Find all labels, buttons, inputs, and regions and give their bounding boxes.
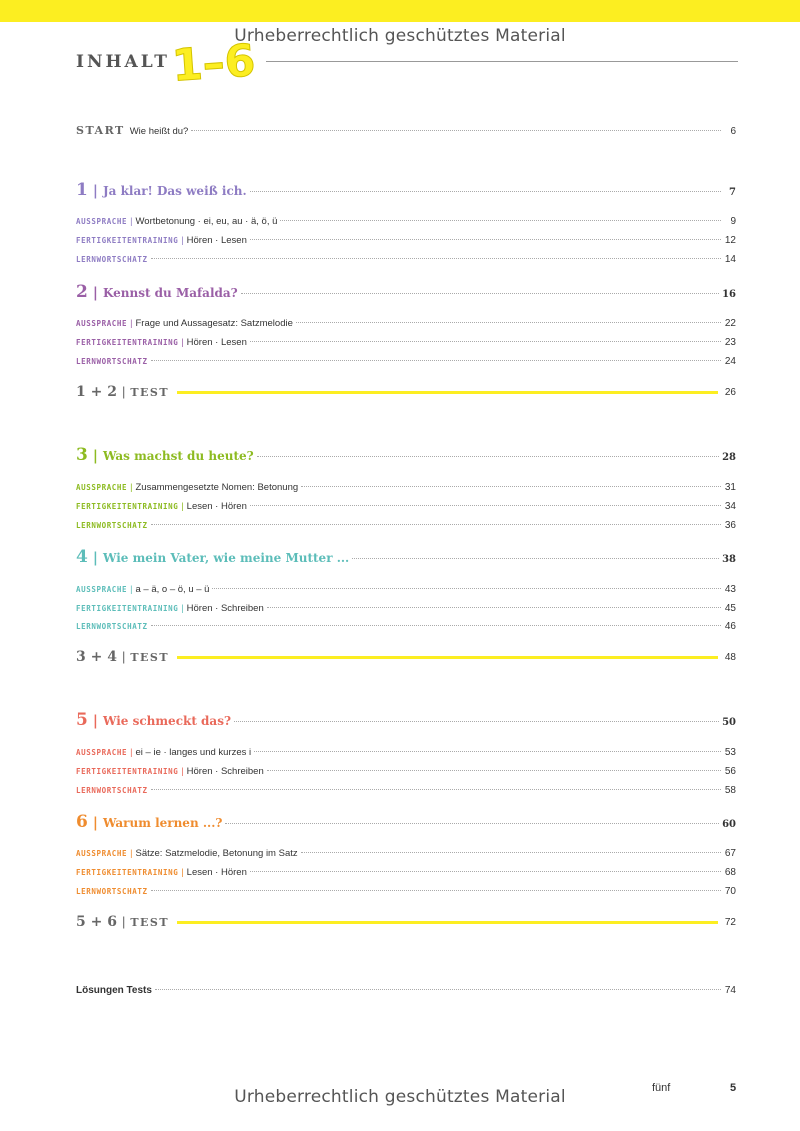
page-number: 56	[724, 766, 736, 777]
dot-leader	[225, 823, 719, 824]
page-number: 67	[724, 848, 736, 859]
page-number: 34	[724, 501, 736, 512]
sub-label: LERNWORTSCHATZ	[76, 622, 148, 631]
dot-leader	[151, 789, 721, 790]
sub-label: AUSSPRACHE	[76, 319, 128, 328]
toc-sub-4-fertigkeiten[interactable]: FERTIGKEITENTRAINING | Hören · Schreiben 45	[76, 603, 736, 614]
page-number: 28	[722, 452, 736, 463]
dot-leader	[301, 486, 721, 487]
toc-chapter-6[interactable]: 6 | Warum lernen ...? 60	[76, 812, 736, 832]
chapter-title: Ja klar! Das weiß ich.	[102, 184, 247, 198]
sub-desc: Sätze: Satzmelodie, Betonung im Satz	[135, 848, 298, 859]
start-label: START	[76, 124, 125, 137]
toc-sub-5-aussprache[interactable]: AUSSPRACHE | ei – ie · langes und kurzes i 53	[76, 747, 736, 758]
top-color-bar	[0, 0, 800, 22]
chapter-range: 1–6	[170, 35, 257, 92]
page-number: 53	[724, 747, 736, 758]
dot-leader	[151, 890, 721, 891]
dot-leader	[250, 505, 721, 506]
page-number: 46	[724, 621, 736, 632]
dot-leader	[267, 607, 721, 608]
sub-label: LERNWORTSCHATZ	[76, 521, 148, 530]
sub-desc: Wortbetonung · ei, eu, au · ä, ö, ü	[135, 216, 278, 227]
toc-sub-5-lernwortschatz[interactable]	[76, 780, 736, 798]
toc-chapter-2[interactable]: 2 | Kennst du Mafalda? 16	[76, 282, 736, 302]
chapter-title: Was machst du heute?	[102, 449, 254, 463]
page-number: 23	[724, 337, 736, 348]
dot-leader	[151, 258, 721, 259]
dot-leader	[241, 293, 719, 294]
toc-solutions[interactable]	[76, 980, 736, 998]
page-number: 24	[724, 356, 736, 367]
footer-page-word: fünf	[652, 1082, 671, 1094]
toc-sub-2-aussprache[interactable]: AUSSPRACHE | Frage und Aussagesatz: Satzmelodie 22	[76, 318, 736, 329]
chapter-number: 6	[76, 812, 88, 832]
toc-start[interactable]	[76, 121, 736, 139]
toc-sub-6-lernwortschatz[interactable]	[76, 881, 736, 899]
dot-leader	[267, 770, 721, 771]
sub-desc: Frage und Aussagesatz: Satzmelodie	[135, 318, 293, 329]
toc-sub-1-fertigkeiten[interactable]: FERTIGKEITENTRAINING | Hören · Lesen 12	[76, 235, 736, 246]
solutions-label: Lösungen Tests	[76, 985, 152, 996]
sub-label: FERTIGKEITENTRAINING	[76, 236, 179, 245]
dot-leader	[250, 239, 721, 240]
dot-leader	[151, 360, 721, 361]
page-number: 6	[730, 126, 736, 137]
sub-label: LERNWORTSCHATZ	[76, 786, 148, 795]
dot-leader	[191, 130, 721, 131]
toc-chapter-5[interactable]: 5 | Wie schmeckt das? 50	[76, 710, 736, 730]
test-highlight-line	[177, 656, 718, 659]
dot-leader	[234, 721, 719, 722]
page-number: 22	[724, 318, 736, 329]
sub-label: LERNWORTSCHATZ	[76, 357, 148, 366]
chapter-number: 1	[76, 180, 88, 200]
toc-sub-4-lernwortschatz[interactable]	[76, 616, 736, 634]
chapter-number: 3	[76, 445, 88, 465]
test-label: TEST	[130, 916, 170, 929]
dot-leader	[301, 852, 721, 853]
sub-desc: Lesen · Hören	[186, 867, 247, 878]
sub-label: AUSSPRACHE	[76, 849, 128, 858]
chapter-title: Wie mein Vater, wie meine Mutter ...	[102, 551, 350, 565]
sub-label: AUSSPRACHE	[76, 585, 128, 594]
page-number: 45	[724, 603, 736, 614]
sub-label: FERTIGKEITENTRAINING	[76, 502, 179, 511]
test-label: TEST	[130, 651, 170, 664]
page-number: 26	[724, 386, 736, 398]
dot-leader	[212, 588, 721, 589]
toc-sub-6-aussprache[interactable]: AUSSPRACHE | Sätze: Satzmelodie, Betonung im Satz 67	[76, 848, 736, 859]
sub-desc: Lesen · Hören	[186, 501, 247, 512]
sub-label: AUSSPRACHE	[76, 217, 128, 226]
page-number: 74	[724, 985, 736, 996]
header-rule	[266, 61, 738, 62]
page-number: 9	[730, 216, 736, 227]
sub-label: AUSSPRACHE	[76, 748, 128, 757]
page-number: 38	[722, 554, 736, 565]
toc-sub-6-fertigkeiten[interactable]: FERTIGKEITENTRAINING | Lesen · Hören 68	[76, 867, 736, 878]
page-number: 14	[724, 254, 736, 265]
page-number: 36	[724, 520, 736, 531]
dot-leader	[280, 220, 721, 221]
test-number: 5 + 6	[76, 914, 117, 930]
dot-leader	[250, 191, 721, 192]
chapter-title: Kennst du Mafalda?	[102, 286, 238, 300]
watermark-top: Urheberrechtlich geschütztes Material	[234, 26, 566, 46]
sub-label: FERTIGKEITENTRAINING	[76, 767, 179, 776]
page-number: 43	[724, 584, 736, 595]
sub-label: LERNWORTSCHATZ	[76, 255, 148, 264]
dot-leader	[250, 341, 721, 342]
page-number: 60	[722, 819, 736, 830]
toc-sub-3-lernwortschatz[interactable]	[76, 515, 736, 533]
sub-label: LERNWORTSCHATZ	[76, 887, 148, 896]
toc-sub-3-aussprache[interactable]: AUSSPRACHE | Zusammengesetzte Nomen: Betonung 31	[76, 482, 736, 493]
page-number: 72	[724, 916, 736, 928]
chapter-title: Warum lernen ...?	[102, 816, 223, 830]
toc-chapter-3[interactable]: 3 | Was machst du heute? 28	[76, 445, 736, 465]
page-number: 48	[724, 651, 736, 663]
toc-chapter-1[interactable]: 1 | Ja klar! Das weiß ich. 7	[76, 180, 736, 200]
dot-leader	[250, 871, 721, 872]
dot-leader	[151, 625, 721, 626]
dot-leader	[352, 558, 719, 559]
toc-test-1-2[interactable]: 1 + 2 | TEST 26	[76, 384, 736, 400]
dot-leader	[257, 456, 719, 457]
toc-sub-2-fertigkeiten[interactable]: FERTIGKEITENTRAINING | Hören · Lesen 23	[76, 337, 736, 348]
page-number: 12	[724, 235, 736, 246]
dot-leader	[254, 751, 721, 752]
test-label: TEST	[130, 386, 170, 399]
toc-test-5-6[interactable]: 5 + 6 | TEST 72	[76, 914, 736, 930]
toc-sub-3-fertigkeiten[interactable]: FERTIGKEITENTRAINING | Lesen · Hören 34	[76, 501, 736, 512]
sub-label: AUSSPRACHE	[76, 483, 128, 492]
sub-desc: ei – ie · langes und kurzes i	[135, 747, 252, 758]
sub-label: FERTIGKEITENTRAINING	[76, 868, 179, 877]
page-number: 68	[724, 867, 736, 878]
dot-leader	[151, 524, 721, 525]
toc-sub-4-aussprache[interactable]: AUSSPRACHE | a – ä, o – ö, u – ü 43	[76, 584, 736, 595]
sub-desc: Zusammengesetzte Nomen: Betonung	[135, 482, 299, 493]
page-number: 50	[722, 717, 736, 728]
sub-desc: Hören · Lesen	[186, 235, 247, 246]
toc-chapter-4[interactable]: 4 | Wie mein Vater, wie meine Mutter ... 38	[76, 547, 736, 567]
page-number: 31	[724, 482, 736, 493]
toc-sub-1-aussprache[interactable]: AUSSPRACHE | Wortbetonung · ei, eu, au · ä, ö, ü 9	[76, 216, 736, 227]
toc-sub-2-lernwortschatz[interactable]	[76, 351, 736, 369]
watermark-bottom: Urheberrechtlich geschütztes Material	[234, 1087, 566, 1107]
dot-leader	[296, 322, 721, 323]
toc-sub-5-fertigkeiten[interactable]: FERTIGKEITENTRAINING | Hören · Schreiben 56	[76, 766, 736, 777]
sub-desc: Hören · Lesen	[186, 337, 247, 348]
sub-label: FERTIGKEITENTRAINING	[76, 604, 179, 613]
dot-leader	[155, 989, 721, 990]
test-highlight-line	[177, 391, 718, 394]
toc-test-3-4[interactable]: 3 + 4 | TEST 48	[76, 649, 736, 665]
sub-desc: Hören · Schreiben	[186, 603, 264, 614]
chapter-number: 2	[76, 282, 88, 302]
test-number: 3 + 4	[76, 649, 117, 665]
start-desc: Wie heißt du?	[129, 126, 189, 137]
page-title: INHALT	[76, 52, 170, 72]
page-number: 7	[729, 187, 736, 198]
sub-desc: a – ä, o – ö, u – ü	[135, 584, 210, 595]
page-number: 16	[722, 289, 736, 300]
chapter-number: 5	[76, 710, 88, 730]
chapter-number: 4	[76, 547, 88, 567]
sub-label: FERTIGKEITENTRAINING	[76, 338, 179, 347]
sub-desc: Hören · Schreiben	[186, 766, 264, 777]
test-highlight-line	[177, 921, 718, 924]
chapter-title: Wie schmeckt das?	[102, 714, 231, 728]
test-number: 1 + 2	[76, 384, 117, 400]
page-number: 70	[724, 886, 736, 897]
footer-page-number: 5	[730, 1082, 737, 1094]
page-number: 58	[724, 785, 736, 796]
toc-sub-1-lernwortschatz[interactable]	[76, 249, 736, 267]
